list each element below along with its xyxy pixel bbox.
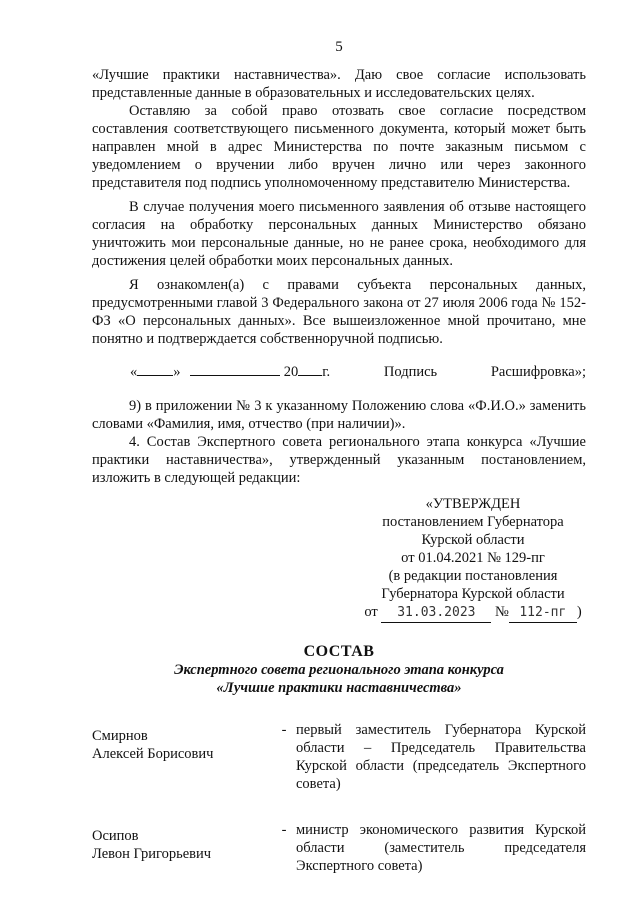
member-row — [92, 721, 586, 793]
member-dash: - — [281, 822, 287, 838]
amendment-item-4: 4. Состав Экспертного совета регионального этапа конкурса «Лучшие практики наставничества», утвержденный указанным постановлением, изложить в следующей редакции: — [92, 434, 586, 486]
approval-line-5: (в редакции постановления — [388, 568, 558, 584]
month-blank — [190, 362, 280, 376]
page-number: 5 — [335, 39, 343, 55]
paragraph-withdrawal: В случае получения моего письменного заявления об отзыве настоящего согласия на обработку персональных данных Министерство обязано уничтожить мои персональные данные, но не ранее срока, необходимого для достижения целей обработки моих персональных данных. — [92, 199, 586, 269]
year-blank — [298, 362, 322, 376]
member-role: первый заместитель Губернатора Курской области – Председатель Правительства Курской области (председатель Экспертного совета) — [296, 722, 586, 792]
approval-line-7 — [360, 603, 586, 623]
title-line-2: Экспертного совета регионального этапа конкурса — [174, 662, 504, 678]
approval-line-2: постановлением Губернатора — [382, 514, 564, 530]
date-field — [130, 362, 330, 381]
amendment-item-9: 9) в приложении № 3 к указанному Положению слова «Ф.И.О.» заменить словами «Фамилия, имя, отчество (при наличии)». — [92, 398, 586, 432]
day-blank — [137, 362, 173, 376]
paragraph-revoke-right: Оставляю за собой право отозвать свое согласие посредством составления соответствующего письменного документа, который может быть направлен мной в адрес Министерства по почте заказным письмом с уведомлением о вручении либо вручен лично или через законного представителя под подпись уполномоченному представителю Министерства. — [92, 103, 586, 191]
approval-line-6: Губернатора Курской области — [381, 586, 565, 602]
member-name — [92, 821, 272, 875]
close-paren: ) — [576, 604, 582, 620]
number-label: № — [494, 604, 509, 620]
member-role: министр экономического развития Курской области (заместитель председателя Экспертного совета) — [296, 822, 586, 874]
from-label: от — [364, 604, 378, 620]
year-prefix: 20 — [283, 364, 299, 380]
quote-close: » — [173, 364, 181, 380]
signature-label: Подпись — [383, 364, 438, 380]
year-suffix: г. — [322, 364, 331, 380]
member-surname: Смирнов — [92, 728, 148, 744]
member-name — [92, 721, 272, 793]
approval-line-1: «УТВЕРЖДЕН — [425, 496, 521, 512]
title-main: СОСТАВ — [303, 643, 375, 660]
member-surname: Осипов — [92, 828, 139, 844]
paragraph-acknowledgement: Я ознакомлен(а) с правами субъекта персональных данных, предусмотренными главой 3 Федерального закона от 27 июля 2006 года № 152-ФЗ «О персональных данных». Все вышеизложенное мной прочитано, мне понятно и подтверждается собственноручной подписью. — [92, 277, 586, 347]
member-dash: - — [281, 722, 287, 738]
paragraph-consent: «Лучшие практики наставничества». Даю свое согласие использовать представленные данные в образовательных и исследовательских целях. — [92, 67, 586, 101]
member-row — [92, 821, 586, 875]
signature-line — [92, 362, 586, 381]
composition-title — [92, 643, 586, 697]
handwritten-number: 112-пг — [509, 604, 577, 623]
decoding-label: Расшифровка»; — [490, 364, 586, 380]
handwritten-date: 31.03.2023 — [381, 604, 491, 623]
member-given-names: Алексей Борисович — [92, 746, 214, 762]
approval-line-3: Курской области — [421, 532, 525, 548]
title-line-3: «Лучшие практики наставничества» — [216, 680, 462, 696]
quote-open: « — [130, 364, 138, 380]
member-given-names: Левон Григорьевич — [92, 846, 212, 862]
approval-line-4: от 01.04.2021 № 129-пг — [401, 550, 545, 566]
approval-block — [360, 495, 586, 623]
